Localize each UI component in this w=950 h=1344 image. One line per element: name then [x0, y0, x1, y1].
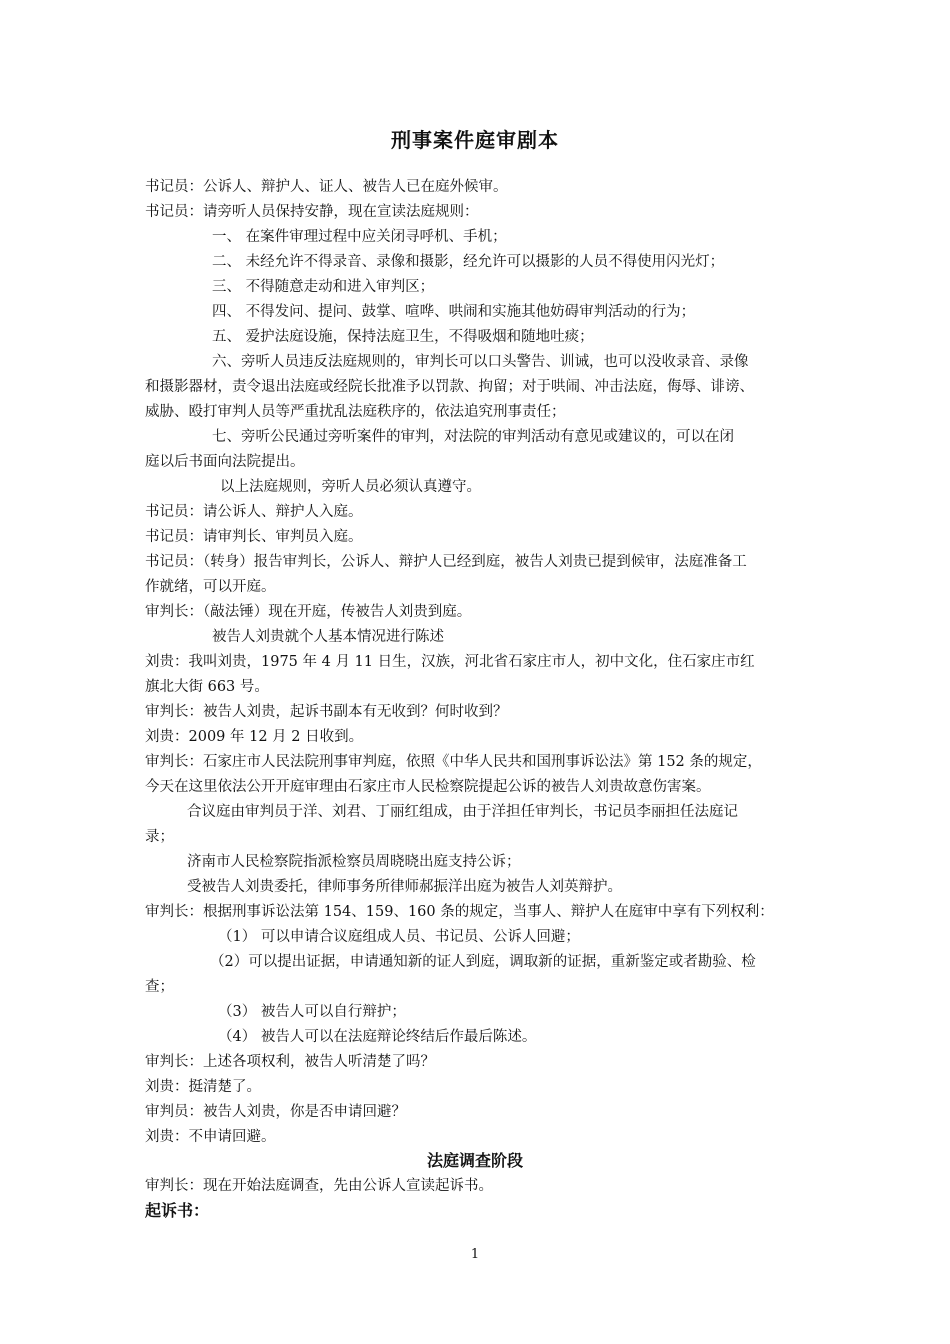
text-line: （4） 被告人可以在法庭辩论终结后作最后陈述。	[218, 1029, 537, 1045]
text-line: 以上法庭规则，旁听人员必须认真遵守。	[220, 479, 481, 495]
text-line: 审判员：被告人刘贵，你是否申请回避？	[145, 1104, 406, 1120]
text-line: （3） 被告人可以自行辩护；	[218, 1004, 406, 1020]
text-line: 查；	[145, 979, 174, 995]
text-line: 审判长：现在开始法庭调查，先由公诉人宣读起诉书。	[145, 1178, 493, 1194]
text-line: 刘贵：不申请回避。	[145, 1129, 276, 1145]
text-line: 二、 未经允许不得录音、录像和摄影，经允许可以摄影的人员不得使用闪光灯；	[212, 254, 725, 270]
text-line: 书记员：请旁听人员保持安静，现在宣读法庭规则：	[145, 204, 479, 220]
text-line: 被告人刘贵就个人基本情况进行陈述	[212, 629, 444, 645]
text-line: 受被告人刘贵委托，律师事务所律师郝振洋出庭为被告人刘英辩护。	[187, 879, 622, 895]
text-line: 审判长：上述各项权利，被告人听清楚了吗？	[145, 1054, 435, 1070]
document-title: 刑事案件庭审剧本	[391, 128, 559, 152]
text-line: 七、旁听公民通过旁听案件的审判，对法院的审判活动有意见或建议的，可以在闭	[212, 429, 734, 445]
text-line: 五、 爱护法庭设施，保持法庭卫生，不得吸烟和随地吐痰；	[212, 329, 594, 345]
text-line: （2）可以提出证据，申请通知新的证人到庭，调取新的证据，重新鉴定或者勘验、检	[210, 954, 756, 970]
text-line: 和摄影器材，责令退出法庭或经院长批准予以罚款、拘留；对于哄闹、冲击法庭，侮辱、诽谤、	[145, 379, 754, 395]
text-line: 四、 不得发问、提问、鼓掌、喧哗、哄闹和实施其他妨碍审判活动的行为；	[212, 304, 696, 320]
text-line: 六、旁听人员违反法庭规则的，审判长可以口头警告、训诫，也可以没收录音、录像	[212, 354, 749, 370]
text-line: 刘贵：我叫刘贵，1975 年 4 月 11 日生，汉族，河北省石家庄市人，初中文化，住石家庄市红	[145, 654, 755, 670]
text-line: 旗北大街 663 号。	[145, 679, 269, 695]
text-line: 济南市人民检察院指派检察员周晓晓出庭支持公诉；	[187, 854, 521, 870]
text-line: 书记员：请审判长、审判员入庭。	[145, 529, 363, 545]
text-line: 威胁、殴打审判人员等严重扰乱法庭秩序的，依法追究刑事责任；	[145, 404, 566, 420]
text-line: 庭以后书面向法院提出。	[145, 454, 305, 470]
text-line: 书记员：请公诉人、辩护人入庭。	[145, 504, 363, 520]
text-line: 审判长：根据刑事诉讼法第 154、159、160 条的规定，当事人、辩护人在庭审中享有下列权利：	[145, 904, 774, 920]
text-line: 作就绪，可以开庭。	[145, 579, 276, 595]
text-line: 刘贵：2009 年 12 月 2 日收到。	[145, 729, 364, 745]
text-line: 三、 不得随意走动和进入审判区；	[212, 279, 435, 295]
text-line: 审判长：被告人刘贵，起诉书副本有无收到？何时收到？	[145, 704, 508, 720]
text-line: 书记员：公诉人、辩护人、证人、被告人已在庭外候审。	[145, 179, 508, 195]
text-line: 录；	[145, 829, 174, 845]
text-line: 刘贵：挺清楚了。	[145, 1079, 261, 1095]
indictment-label: 起诉书：	[145, 1201, 210, 1220]
section-heading: 法庭调查阶段	[426, 1151, 523, 1170]
text-line: 书记员：（转身）报告审判长，公诉人、辩护人已经到庭，被告人刘贵已提到候审，法庭准备工	[145, 554, 747, 570]
text-line: 一、 在案件审理过程中应关闭寻呼机、手机；	[212, 229, 507, 245]
text-line: 审判长：石家庄市人民法院刑事审判庭，依照《中华人民共和国刑事诉讼法》第 152 条的规定，	[145, 754, 762, 770]
text-line: 合议庭由审判员于洋、刘君、丁丽红组成，由于洋担任审判长，书记员李丽担任法庭记	[187, 804, 738, 820]
page-number: 1	[470, 1247, 480, 1262]
text-line: （1） 可以申请合议庭组成人员、书记员、公诉人回避；	[218, 929, 580, 945]
text-line: 今天在这里依法公开开庭审理由石家庄市人民检察院提起公诉的被告人刘贵故意伤害案。	[145, 779, 711, 795]
text-line: 审判长：（敲法锤）现在开庭，传被告人刘贵到庭。	[145, 604, 472, 620]
